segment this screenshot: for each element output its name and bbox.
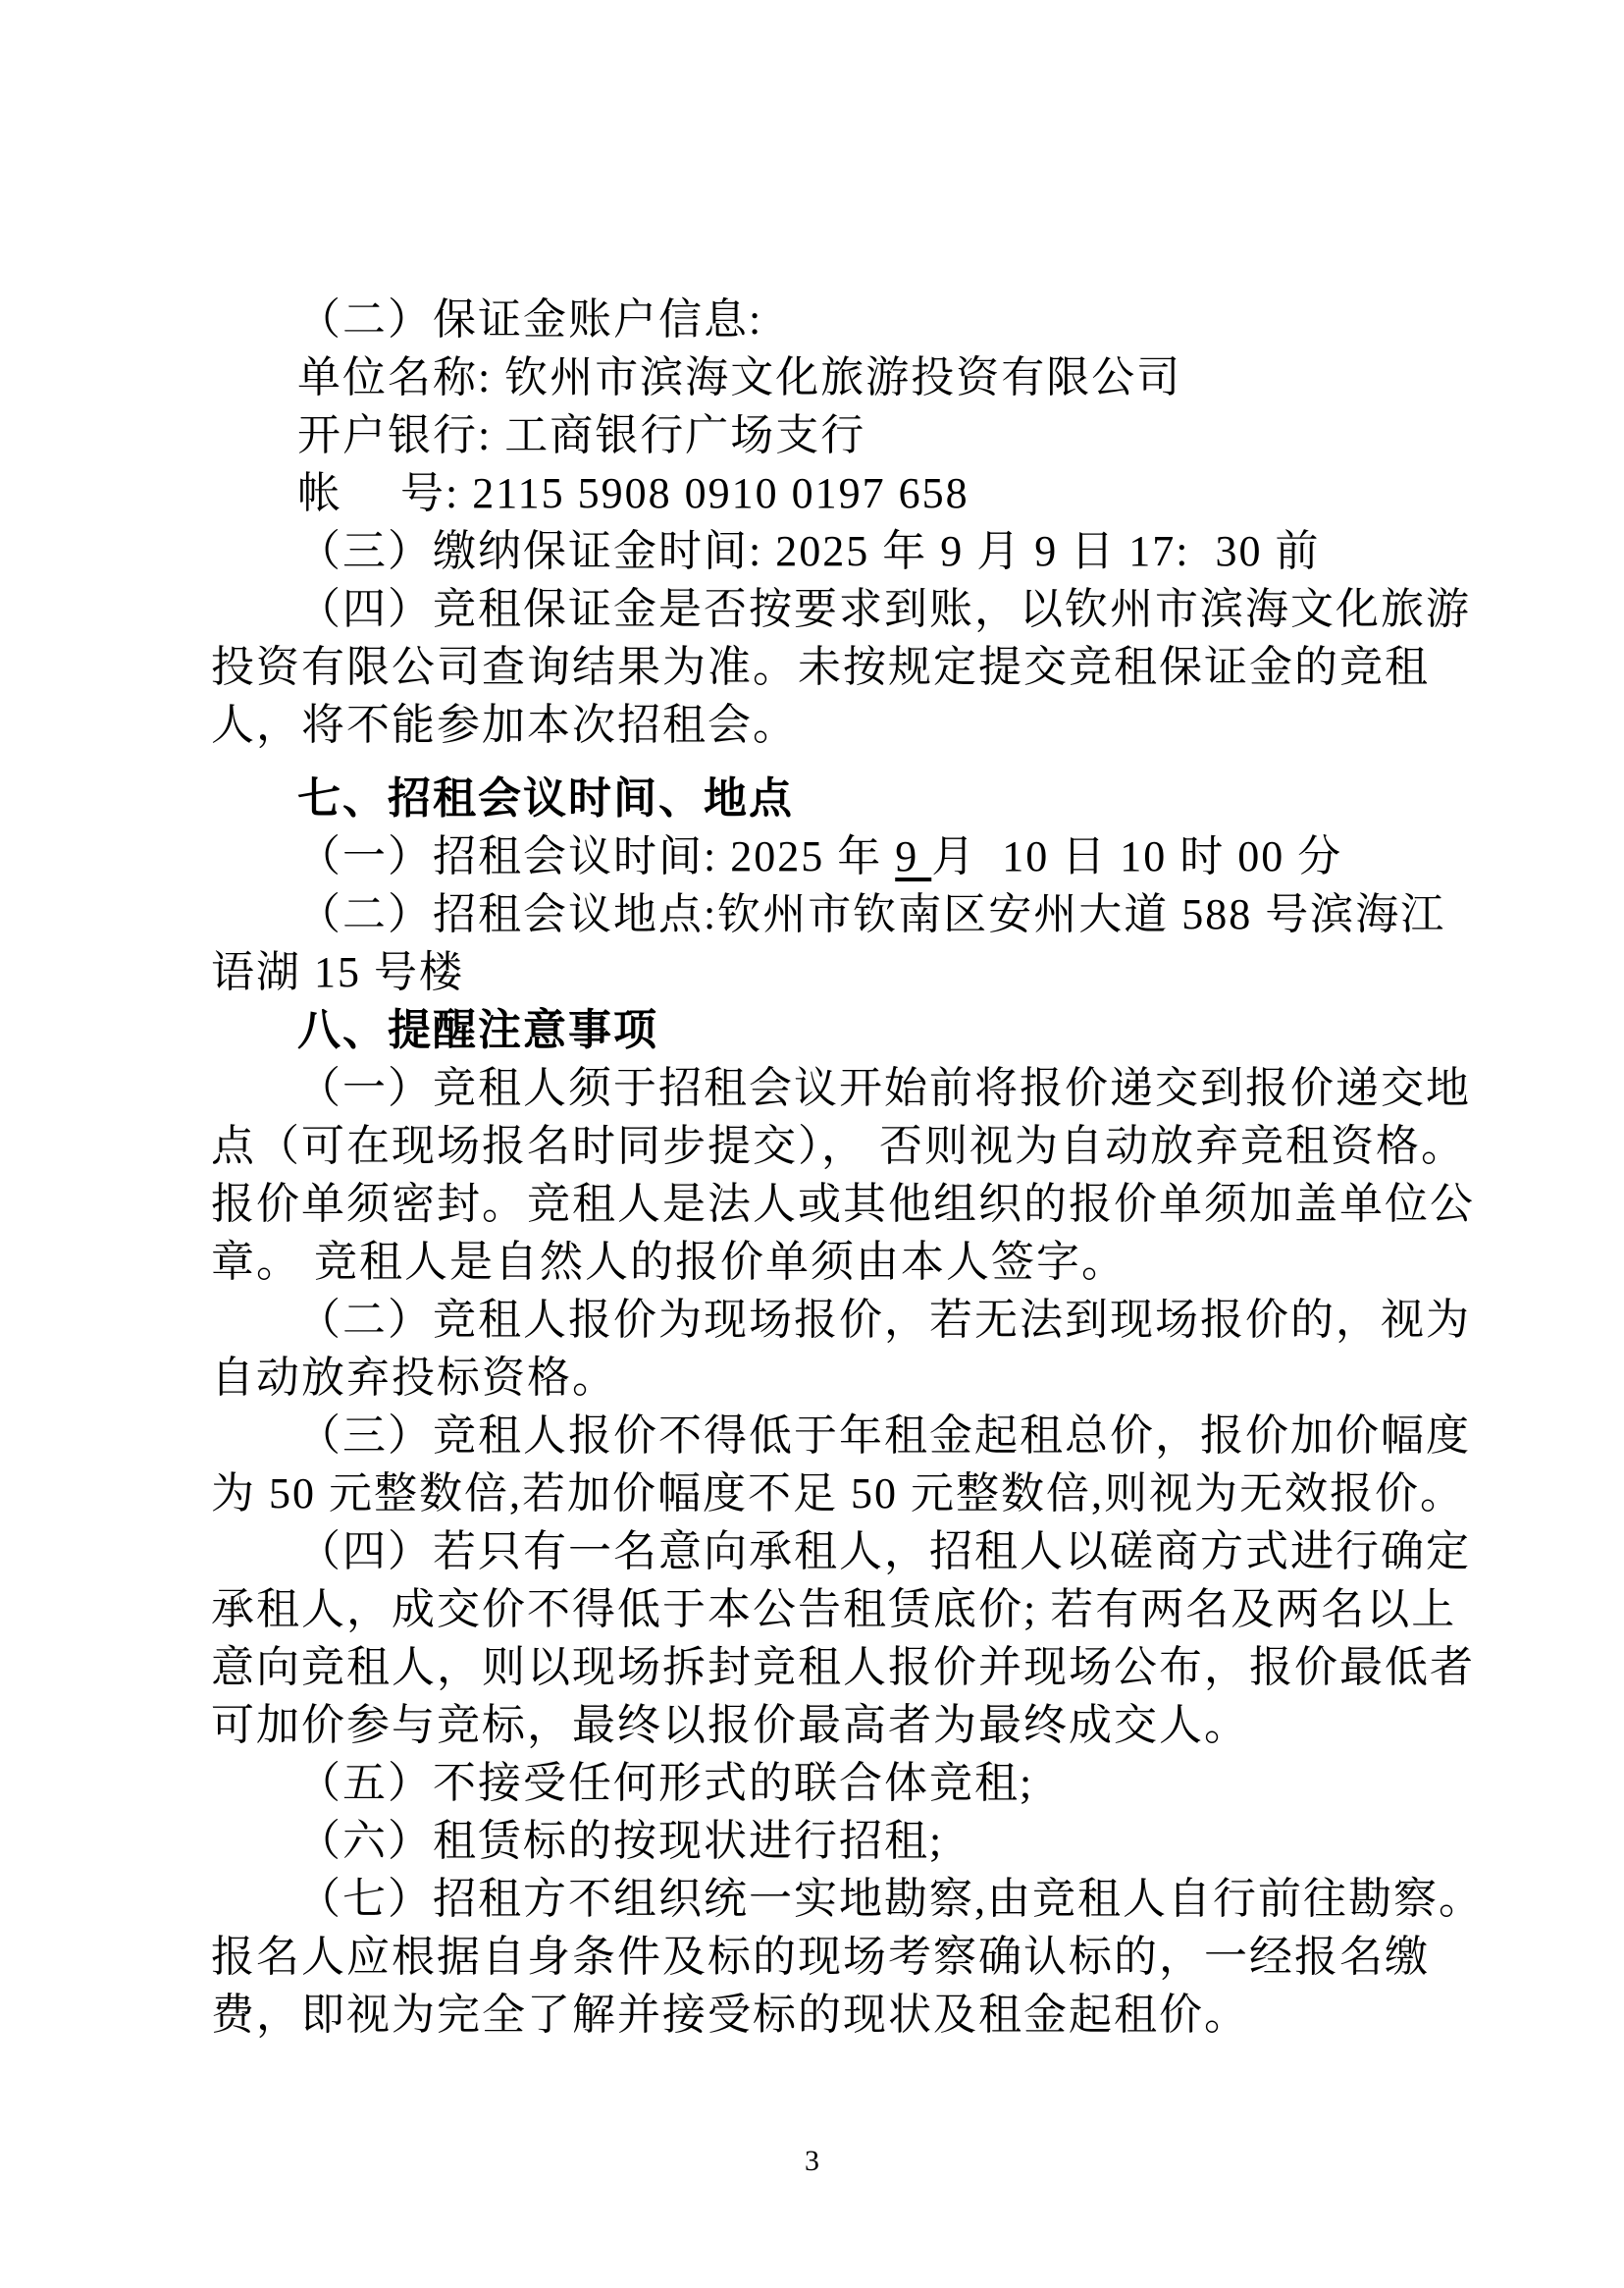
text-segment: （四）若只有一名意向承租人，招租人以磋商方式进行确定: [297, 1527, 1471, 1575]
bank-name-line: [211, 406, 1438, 464]
notice-2-line-1: [211, 1291, 1471, 1349]
text-segment: 费，即视为完全了解并接受标的现状及租金起租价。: [211, 1991, 1249, 2039]
text-segment: 自动放弃投标资格。: [211, 1354, 617, 1402]
meeting-time-line: [211, 827, 1438, 885]
text-segment: （四）竞租保证金是否按要求到账，以钦州市滨海文化旅游: [297, 585, 1471, 633]
text-segment: 开户银行: 工商银行广场支行: [297, 411, 866, 459]
section-8-heading: [211, 1001, 1438, 1059]
text-segment: （三）缴纳保证金时间: 2025 年 9 月 9 日 17: 30 前: [297, 527, 1321, 575]
notice-1-line-2: [211, 1117, 1466, 1175]
account-number-line: [211, 464, 1438, 522]
text-segment: （二）保证金账户信息:: [297, 295, 763, 344]
notice-4-line-4: [211, 1696, 1438, 1754]
notice-1-line-4: [211, 1233, 1438, 1291]
text-segment: 语湖 15 号楼: [211, 948, 464, 996]
text-segment: （六）租赁标的按现状进行招租;: [297, 1817, 944, 1865]
text-segment: 为 50 元整数倍,若加价幅度不足 50 元整数倍,则视为无效报价。: [211, 1469, 1465, 1517]
deposit-account-info-heading: [211, 291, 1438, 348]
notice-3-line-2: [211, 1464, 1465, 1522]
text-segment: 单位名称: 钦州市滨海文化旅游投资有限公司: [297, 353, 1182, 401]
text-segment: （二）竞租人报价为现场报价，若无法到现场报价的，视为: [297, 1296, 1471, 1344]
text-segment: （一）竞租人须于招租会议开始前将报价递交到报价递交地: [297, 1064, 1471, 1112]
notice-1-line-3: [211, 1175, 1475, 1233]
meeting-location-line-2: [211, 943, 1438, 1001]
text-segment: 八、提醒注意事项: [297, 1006, 658, 1054]
notice-7-line-3: [211, 1986, 1438, 2044]
notice-2-line-2: [211, 1349, 1438, 1407]
section-7-heading: [211, 770, 1438, 827]
deposit-arrival-line-3: [211, 696, 1438, 754]
notice-1-line-1: [211, 1059, 1471, 1117]
company-name-line: [211, 348, 1438, 406]
deposit-deadline-line: [211, 522, 1438, 580]
text-segment: 报名人应根据自身条件及标的现场考察确认标的，一经报名缴: [211, 1933, 1430, 1981]
notice-4-line-2: [211, 1580, 1457, 1638]
notice-4-line-3: [211, 1638, 1475, 1696]
notice-3-line-1: [211, 1407, 1471, 1464]
text-segment: 月 10 日 10 时 00 分: [931, 832, 1343, 880]
underlined-text: 9: [895, 832, 932, 880]
text-segment: 投资有限公司查询结果为准。未按规定提交竞租保证金的竞租: [211, 643, 1430, 691]
notice-4-line-1: [211, 1522, 1471, 1580]
text-segment: 人，将不能参加本次招租会。: [211, 701, 798, 749]
text-segment: （一）招租会议时间: 2025 年: [297, 832, 896, 880]
page-number: 3: [805, 2145, 819, 2177]
text-segment: 点（可在现场报名时同步提交）， 否则视为自动放弃竞租资格。: [211, 1122, 1466, 1170]
text-segment: 报价单须密封。竞租人是法人或其他组织的报价单须加盖单位公: [211, 1180, 1475, 1228]
text-segment: 承租人，成交价不得低于本公告租赁底价; 若有两名及两名以上: [211, 1585, 1457, 1633]
text-segment: （五）不接受任何形式的联合体竞租;: [297, 1759, 1034, 1807]
meeting-location-line-1: [211, 885, 1446, 943]
text-segment: （三）竞租人报价不得低于年租金起租总价，报价加价幅度: [297, 1411, 1471, 1460]
deposit-arrival-line-1: [211, 580, 1471, 638]
text-segment: 意向竞租人，则以现场拆封竞租人报价并现场公布，报价最低者: [211, 1643, 1475, 1691]
notice-7-line-2: [211, 1928, 1438, 1986]
deposit-arrival-line-2: [211, 638, 1438, 696]
text-segment: 七、招租会议时间、地点: [297, 774, 794, 823]
notice-6-line: [211, 1812, 1438, 1870]
text-segment: （二）招租会议地点:钦州市钦南区安州大道 588 号滨海江: [297, 890, 1446, 938]
text-segment: 可加价参与竞标，最终以报价最高者为最终成交人。: [211, 1701, 1249, 1749]
text-segment: 帐 号: 2115 5908 0910 0197 658: [297, 469, 969, 517]
notice-7-line-1: [211, 1870, 1484, 1928]
notice-5-line: [211, 1754, 1438, 1812]
text-segment: 章。 竞租人是自然人的报价单须由本人签字。: [211, 1238, 1126, 1286]
text-segment: （七）招租方不组织统一实地勘察,由竞租人自行前往勘察。: [297, 1875, 1484, 1923]
document-body: [211, 291, 1484, 2044]
